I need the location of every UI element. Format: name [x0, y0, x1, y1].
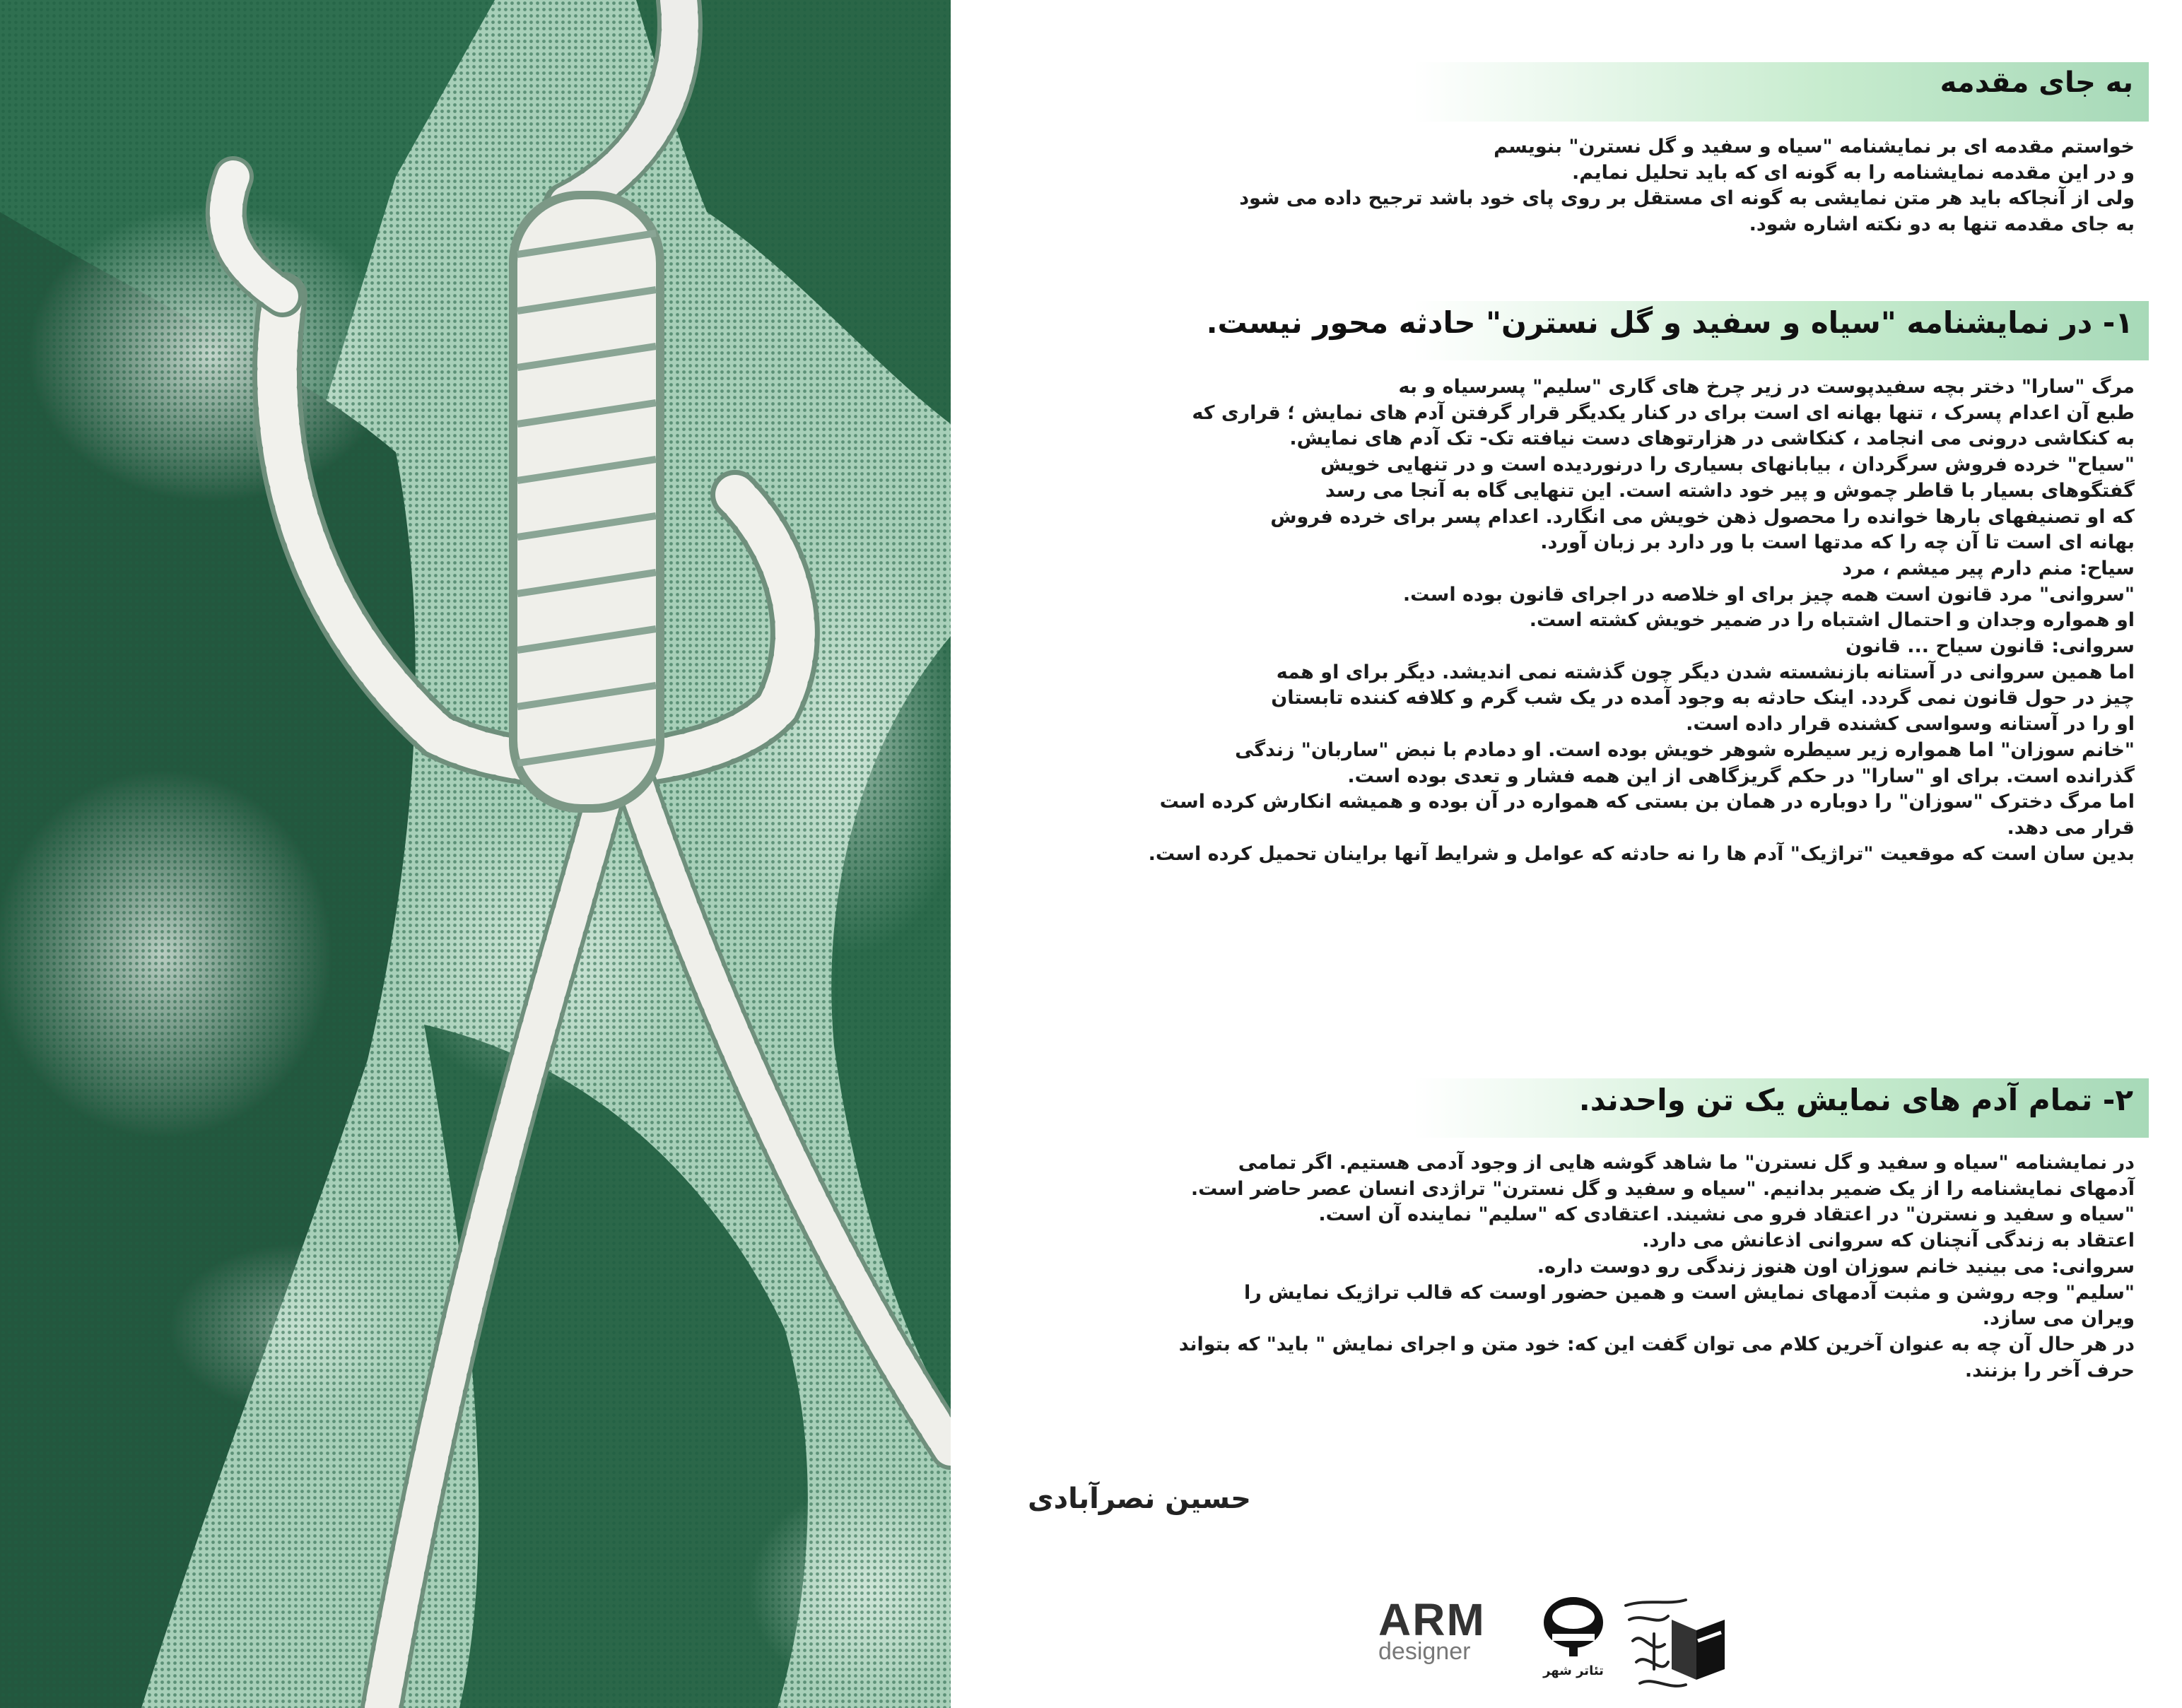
section1-heading-band [1206, 301, 2149, 360]
section1-line: "خانم سوزان" اما همواره زیر سیطره شوهر خویش بوده است. او دمادم با نبض "ساربان" زندگی [1235, 738, 2135, 761]
arm-logo-letters: ARM [1378, 1594, 1486, 1645]
section2-heading-band [1414, 1078, 2149, 1138]
section1-line: بهانه ای است تا آن چه را که مدتها است با ور دارد بر زبان آورد. [1540, 531, 2135, 554]
section2-body [990, 1150, 2135, 1384]
section2-line: سروانی: می بینید خانم سوزان اون هنوز زندگی رو دوست داره. [1537, 1255, 2135, 1278]
section2-line: در نمایشنامه "سیاه و سفید و گل نسترن" ما شاهد گوشه هایی از وجود آدمی هستیم. اگر تمامی [1238, 1152, 2135, 1174]
section1-line: مرگ "سارا" دختر بچه سفیدپوست در زیر چرخ های گاری "سلیم" پسرسیاه و به [1398, 376, 2135, 398]
section1-line: گذرانده است. برای او "سارا" در حکم گریزگاهی از این همه فشار و تعدی بوده است. [1347, 765, 2135, 787]
section2-line: آدمهای نمایشنامه را از یک ضمیر بدانیم. "سیاه و سفید و گل نسترن" تراژدی انسان عصر حاضر است. [1190, 1177, 2135, 1200]
section2-line: "سلیم" وجه روشن و مثبت آدمهای نمایش است و همین حضور اوست که قالب تراژیک نمایش را [1243, 1281, 2135, 1304]
section1-line: او همواره وجدان و احتمال اشتباه را در ضمیر خویش کشته است. [1529, 609, 2135, 632]
section1-line: اما همین سروانی در آستانه بازنشسته شدن دیگر چون گذشته نمی اندیشد. دیگر برای او همه [1276, 661, 2135, 683]
section1-line: اما مرگ دخترک "سوزان" را دوباره در همان بن بستی که همواره در آن بوده و همیشه انکارش کرده است [1159, 791, 2135, 813]
intro-heading: به جای مقدمه [1940, 66, 2133, 99]
section1-line: "سروانی" مرد قانون است همه چیز برای او خلاصه در اجرای قانون بوده است. [1402, 583, 2135, 606]
intro-line: به جای مقدمه تنها به دو نکته اشاره شود. [1749, 213, 2135, 236]
book-calligraphy-logo-icon [1619, 1591, 1732, 1697]
intro-line: و در این مقدمه نمایشنامه را به گونه ای که باید تحلیل نمایم. [1572, 161, 2135, 184]
section1-line: سروانی: قانون سیاح ... قانون [1845, 635, 2135, 658]
intro-line: ولی از آنجاکه باید هر متن نمایشی به گونه ای مستقل بر روی پای خود باشد ترجیح داده می شود [1239, 187, 2135, 210]
section1-line: طبع آن اعدام پسرک ، تنها بهانه ای است برای در کنار یکدیگر قرار گرفتن آدم های نمایش ؛ قراری که [1192, 401, 2135, 424]
section2-line: در هر حال آن چه به عنوان آخرین کلام می توان گفت این که: خود متن و اجرای نمایش " باید" که بتواند [1178, 1333, 2135, 1355]
section2-line: "سیاه و سفید و نسترن" در اعتقاد فرو می نشیند. اعتقادی که "سلیم" نماینده آن است. [1318, 1203, 2135, 1226]
section1-line: سیاح: منم دارم پیر میشم ، مرد [1842, 557, 2135, 579]
section1-body [990, 375, 2135, 867]
section1-line: او را در آستانه وسواسی کشنده قرار داده است. [1686, 713, 2135, 736]
poster-image [0, 0, 951, 1708]
arm-logo-subtitle: designer [1378, 1638, 1471, 1665]
section2-line: ویران می سازد. [1982, 1307, 2135, 1330]
arm-designer-logo [1378, 1594, 1513, 1675]
intro-line: خواستم مقدمه ای بر نمایشنامه "سیاه و سفید و گل نسترن" بنویسم [1494, 136, 2135, 158]
text-panel [968, 0, 2149, 1708]
section2-heading: ۲- تمام آدم های نمایش یک تن واحدند. [1578, 1083, 2133, 1117]
city-theatre-logo [1541, 1596, 1606, 1688]
intro-body [990, 134, 2135, 238]
author-signature: حسین نصرآبادی [1027, 1483, 1251, 1515]
city-theatre-caption: تئاتر شهر [1543, 1663, 1604, 1678]
intro-heading-band [1414, 62, 2149, 122]
section1-line: چیز در حول قانون نمی گردد. اینک حادثه به وجود آمده در یک شب گرم و کلافه کننده تابستان [1271, 687, 2135, 709]
city-theatre-logo-icon [1541, 1596, 1606, 1658]
section1-line: بدین سان است که موقعیت "تراژیک" آدم ها را نه حادثه که عوامل و شرایط آنها براینان تحمیل کرده است. [1148, 842, 2135, 865]
book-calligraphy-logo [1619, 1591, 1732, 1697]
section1-line: که او تصنیفهای بارها خوانده را محصول ذهن خویش می انگارد. اعدام پسر برای خرده فروش [1270, 505, 2135, 528]
section1-line: قرار می دهد. [2007, 816, 2135, 839]
section2-line: حرف آخر را بزنند. [1964, 1359, 2135, 1382]
section2-line: اعتقاد به زندگی آنچنان که سروانی اذعانش می دارد. [1642, 1230, 2135, 1252]
section1-line: گفتگوهای بسیار با قاطر چموش و پیر خود داشته است. این تنهایی گاه به آنجا می رسد [1325, 479, 2135, 502]
section1-line: "سیاح" خرده فروش سرگردان ، بیابانهای بسیاری را درنوردیده است و در تنهایی خویش [1320, 454, 2135, 476]
section1-line: به کنکاشی درونی می انجامد ، کنکاشی در هزارتوهای دست نیافته تک- تک آدم های نمایش. [1289, 428, 2135, 450]
noose-face-illustration [0, 0, 951, 1708]
section1-heading: ۱- در نمایشنامه "سیاه و سفید و گل نسترن" حادثه محور نیست. [1206, 305, 2133, 340]
